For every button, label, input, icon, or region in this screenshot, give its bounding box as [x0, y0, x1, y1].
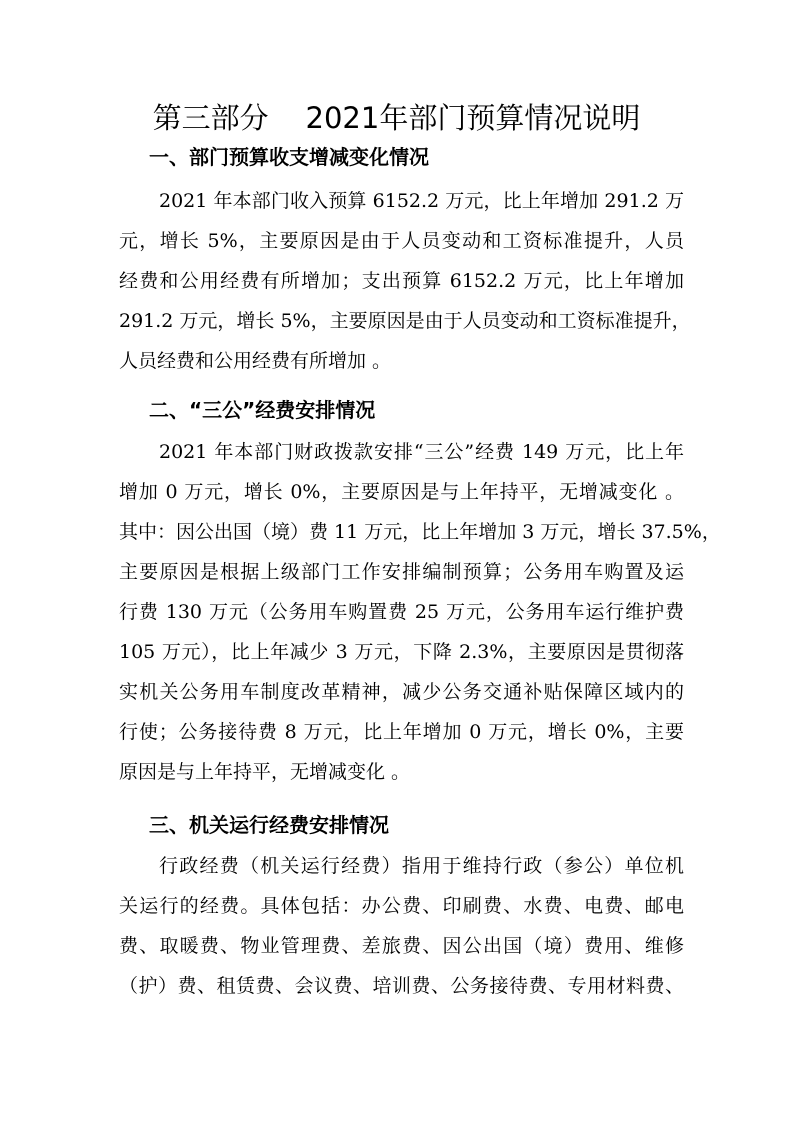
paragraph-line: 费、取暖费、物业管理费、差旅费、因公出国（境）费用、维修: [119, 935, 684, 957]
section-heading-budget-changes: 一、部门预算收支增减变化情况: [149, 145, 429, 169]
paragraph-line: 元，增长 5%，主要原因是由于人员变动和工资标准提升，人员: [119, 230, 684, 252]
paragraph-line: 增加 0 万元，增长 0%，主要原因是与上年持平，无增减变化 。: [119, 481, 684, 503]
paragraph-line: 人员经费和公用经费有所增加 。: [119, 350, 392, 372]
paragraph-line: 经费和公用经费有所增加；支出预算 6152.2 万元，比上年增加: [119, 270, 684, 292]
paragraph-line: 原因是与上年持平，无增减变化 。: [119, 761, 411, 783]
section-heading-operating-expenses: 三、机关运行经费安排情况: [149, 813, 389, 837]
section-paragraph-three-public-expenses: [119, 432, 721, 792]
paragraph-line: 关运行的经费。具体包括：办公费、印刷费、水费、电费、邮电: [119, 895, 684, 917]
paragraph-line: 其中：因公出国（境）费 11 万元，比上年增加 3 万元，增长 37.5%，: [119, 521, 721, 543]
paragraph-line: 2021 年本部门收入预算 6152.2 万元，比上年增加 291.2 万: [159, 190, 684, 212]
paragraph-line: 291.2 万元，增长 5%，主要原因是由于人员变动和工资标准提升，: [119, 310, 691, 332]
paragraph-line: 实机关公务用车制度改革精神，减少公务交通补贴保障区域内的: [119, 681, 684, 703]
section-heading-three-public-expenses: 二、“三公”经费安排情况: [149, 398, 376, 422]
paragraph-line: （护）费、租赁费、会议费、培训费、公务接待费、专用材料费、: [119, 975, 684, 997]
paragraph-line: 105 万元），比上年减少 3 万元，下降 2.3%，主要原因是贯彻落: [119, 641, 684, 663]
paragraph-line: 行政经费（机关运行经费）指用于维持行政（参公）单位机: [159, 855, 684, 877]
paragraph-line: 行费 130 万元（公务用车购置费 25 万元，公务用车运行维护费: [119, 601, 684, 623]
paragraph-line: 行使；公务接待费 8 万元，比上年增加 0 万元，增长 0%，主要: [119, 721, 684, 743]
section-paragraph-operating-expenses: [119, 846, 684, 1006]
section-paragraph-budget-changes: [119, 181, 691, 381]
page-title: 第三部分 2021年部门预算情况说明: [152, 101, 641, 135]
paragraph-line: 2021 年本部门财政拨款安排“三公”经费 149 万元，比上年: [159, 441, 684, 463]
paragraph-line: 主要原因是根据上级部门工作安排编制预算；公务用车购置及运: [119, 561, 684, 583]
